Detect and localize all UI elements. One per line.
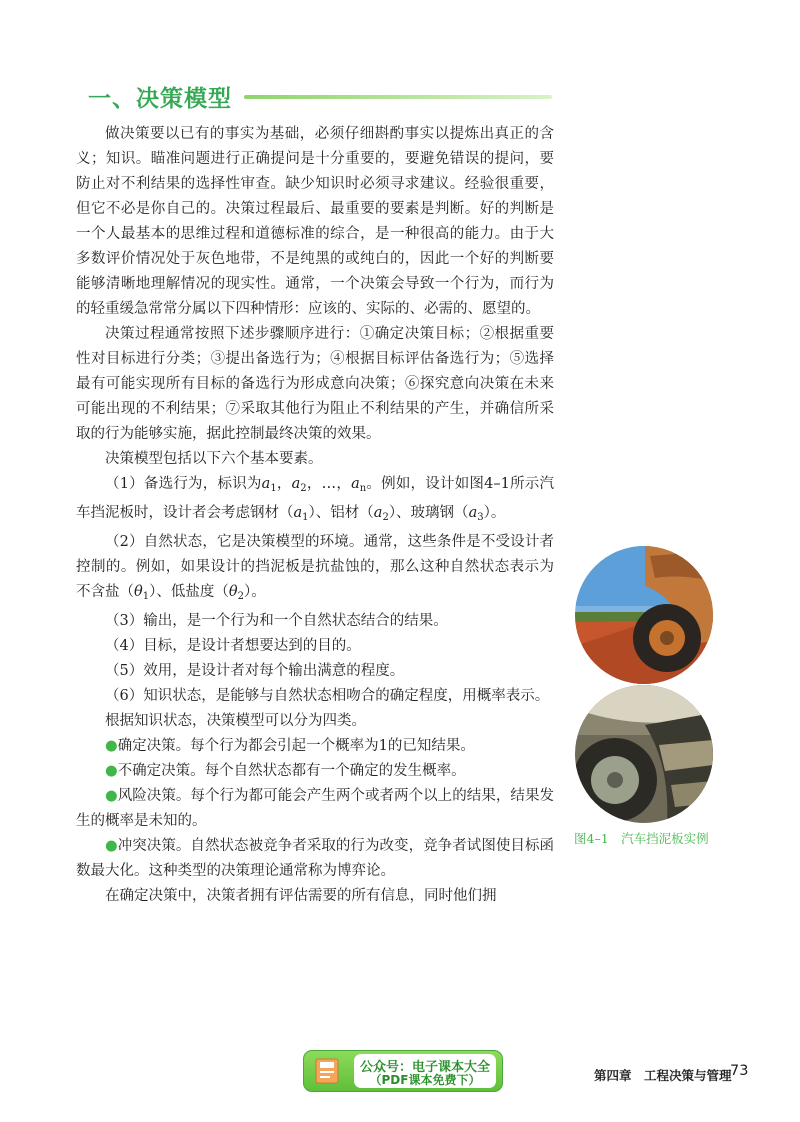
bullet-icon: ● [105,788,118,804]
mudguard-photo-road [575,546,713,684]
chapter-label: 第四章 工程决策与管理 [594,1068,732,1083]
badge-text-box [354,1054,496,1088]
element-item-5: （5）效用，是设计者对每个输出满意的程度。 [105,663,405,679]
bullet-item-uncertain: ●不确定决策。每个自然状态都有一个确定的发生概率。 [105,763,466,779]
section-heading: 一、决策模型 [88,86,232,112]
element-item-2: （2）自然状态，它是决策模型的环境。通常，这些条件是不受设计者控制的。例如，如果设计的挡泥板是抗盐蚀的，那么这种自然状态表示为不含盐$(\theta_1)$、低盐度$(\theta_2)$。 [76,534,554,602]
figure-caption: 图4–1 汽车挡泥板实例 [574,831,709,846]
paragraph-certain-decision: 在确定决策中，决策者拥有评估需要的所有信息，同时他们拥 [105,888,497,904]
bullet-icon: ● [105,763,118,779]
paragraph-elements-intro: 决策模型包括以下六个基本要素。 [105,451,323,467]
paragraph-classification: 根据知识状态，决策模型可以分为四类。 [105,713,366,729]
bullet-item-certain: ●确定决策。每个行为都会引起一个概率为1的已知结果。 [105,738,475,754]
body-text [76,122,554,909]
mudguard-photo-muddy [575,685,713,823]
bullet-icon: ● [105,738,118,754]
element-item-4: （4）目标，是设计者想要达到的目的。 [105,638,361,654]
book-icon [313,1057,343,1085]
badge-line-2: （PDF课本免费下） [369,1073,481,1087]
watermark-badge [303,1050,503,1092]
element-item-3: （3）输出，是一个行为和一个自然状态结合的结果。 [105,613,448,629]
element-item-6: （6）知识状态，是能够与自然状态相吻合的确定程度，用概率表示。 [105,688,550,704]
heading-rule [244,95,552,99]
page-number: 73 [730,1063,749,1079]
bullet-item-conflict: ●冲突决策。自然状态被竞争者采取的行为改变，竞争者试图使目标函数最大化。这种类型的决策理论通常称为博弈论。 [76,838,554,879]
badge-line-1: 公众号：电子课本大全 [359,1060,490,1075]
bullet-item-risk: ●风险决策。每个行为都可能会产生两个或者两个以上的结果，结果发生的概率是未知的。 [76,788,554,829]
bullet-icon: ● [105,838,118,854]
paragraph-steps: 决策过程通常按照下述步骤顺序进行：①确定决策目标；②根据重要性对目标进行分类；③提出备选行为；④根据目标评估备选行为；⑤选择最有可能实现所有目标的备选行为形成意向决策；⑥探究意向决策在未来可能出现的不利结果；⑦采取其他行为阻止不利结果的产生，并确信所采取的行为能够实施，据此控制最终决策的效果。 [76,326,554,442]
paragraph-intro: 做决策要以已有的事实为基础，必须仔细斟酌事实以提炼出真正的含义；知识。瞄准问题进行正确提问是十分重要的，要避免错误的提问，要防止对不利结果的选择性审查。缺少知识时必须寻求建议。经验很重要，但它不必是你自己的。决策过程最后、最重要的要素是判断。好的判断是一个人最基本的思维过程和道德标准的综合，是一种很高的能力。由于大多数评价情况处于灰色地带，不是纯黑的或纯白的，因此一个好的判断要能够清晰地理解情况的现实性。通常，一个决策会导致一个行为，而行为的轻重缓急常常分属以下四种情形：应该的、实际的、必需的、愿望的。 [76,126,554,317]
element-item-1: （1）备选行为，标识为$a_1$，$a_2$，…，$a_n$。例如，设计如图4–1所示汽车挡泥板时，设计者会考虑钢材$(a_1)$、铝材$(a_2)$、玻璃钢$(a_3)$。 [76,476,555,523]
